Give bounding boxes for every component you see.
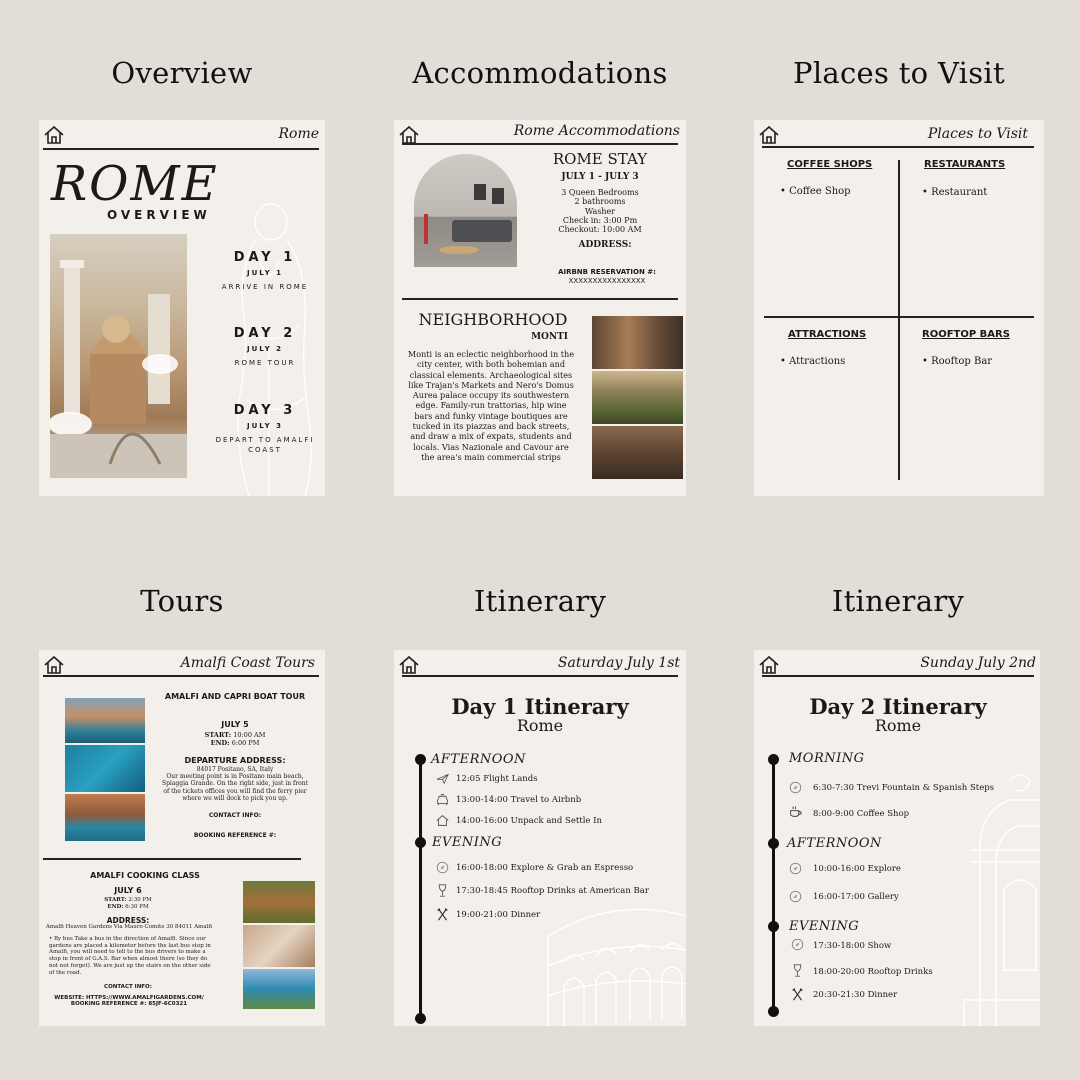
tour2-contact: CONTACT INFO: xyxy=(104,984,152,990)
timeline-line xyxy=(419,758,422,1022)
column-sketch-decoration xyxy=(960,770,1040,1026)
neighborhood-title: NEIGHBORHOOD xyxy=(418,310,568,329)
header-rule xyxy=(43,675,319,677)
itinerary-item[interactable] xyxy=(813,783,994,793)
section-rule xyxy=(43,858,301,860)
coffee-cup-icon xyxy=(789,805,802,818)
timeline-dot xyxy=(415,837,426,848)
item-text: Dinner xyxy=(867,990,898,1000)
detail-bedrooms: 3 Queen Bedrooms xyxy=(561,188,639,197)
item-time: 6:30-7:30 xyxy=(813,783,855,793)
tour1-end-label: END: xyxy=(210,739,230,747)
tour1-contact: CONTACT INFO: xyxy=(208,812,262,819)
day-3-desc: DEPART TO AMALFI xyxy=(215,436,315,444)
item-time: 14:00-16:00 xyxy=(456,816,508,826)
home-icon[interactable] xyxy=(758,655,780,675)
tour2-address-label: ADDRESS: xyxy=(106,916,150,925)
itinerary-item[interactable] xyxy=(813,967,933,977)
timeline-dot xyxy=(415,1013,426,1024)
neighborhood-text: Monti is an eclectic neighborhood in the city center, with both bohemian and classical elements. Archaeological sites like Trajan's Markets and Nero's Domus Aurea palace occupy its southwestern edge. Family-run trattorias, hip wine bars and funky vintage boutiques are tucked in its piazzas and back streets, and draw a mix of expats, students and locals. Vias Nazionale and Cavour are the area's main commercial strips xyxy=(407,349,575,462)
itinerary-city: Rome xyxy=(516,716,564,735)
address-label: ADDRESS: xyxy=(578,240,632,250)
tour1-departure-text: Our meeting point is in Positano main beach, Spiaggia Grande. On the right side, just in front of the tickets offices you will find the ferry pier where we will dock to pick you up. xyxy=(161,773,309,803)
section-evening: EVENING xyxy=(789,919,860,934)
header-rule xyxy=(402,675,678,677)
wine-glass-icon xyxy=(791,964,804,977)
section-rule xyxy=(402,298,678,300)
item-rooftop-bar[interactable]: • Rooftop Bar xyxy=(922,356,993,367)
detail-washer: Washer xyxy=(584,206,616,216)
overview-subtitle: OVERVIEW xyxy=(107,208,211,222)
day-3-date: JULY 3 xyxy=(246,422,284,430)
item-text: Show xyxy=(867,941,892,951)
item-time: 17:30-18:00 xyxy=(813,941,865,951)
section-afternoon: AFTERNOON xyxy=(787,836,882,851)
divider-vertical xyxy=(898,160,900,480)
tour2-start-value: 2:30 PM xyxy=(128,897,152,903)
itinerary-title: Day 2 Itinerary xyxy=(809,694,987,719)
boat-tour-image-1 xyxy=(65,698,145,743)
tour1-start xyxy=(149,731,321,739)
itinerary-item[interactable] xyxy=(456,816,602,826)
boat-tour-image-2 xyxy=(65,745,145,792)
header-rule xyxy=(402,143,678,145)
accommodations-page[interactable] xyxy=(394,120,686,496)
tour2-address: Amalfi Heaven Gardens Via Mauro Comite 30 84011 Amalfi xyxy=(45,924,213,930)
home-icon[interactable] xyxy=(398,125,420,145)
street-image-2 xyxy=(592,371,683,424)
item-rooftop-bar-label: Rooftop Bar xyxy=(931,356,993,367)
timeline-line xyxy=(772,758,775,1012)
itinerary-item[interactable] xyxy=(813,990,897,1000)
item-attractions-label: Attractions xyxy=(789,356,846,367)
item-time: 12:05 xyxy=(456,774,481,784)
tour1-start-label: START: xyxy=(204,731,232,739)
heading-itinerary-1: Itinerary xyxy=(473,584,607,618)
tour2-directions: • By bus Take a bus in the direction of Amalfi. Since our gardens are placed a kilometer before the last bus stop in Amalfi, you will need to tell to the bus drivers to make a stop in front of G.A.S. Bar when almost there (so they do not not forget). We are just up the stairs on the other side of the road. xyxy=(49,936,211,976)
tour2-directions-text: By bus Take a bus in the direction of Amalfi. Since our gardens are placed a kilometer before the last bus stop in Amalfi, you will need to tell to the bus drivers to make a stop in front of G.A.S. Bar when almost there (so they do not not forget). We are just up the stairs on the other side of the road. xyxy=(49,936,211,976)
overview-title: ROME xyxy=(51,156,219,212)
page-label: Rome xyxy=(278,126,319,142)
itinerary-item[interactable] xyxy=(456,795,581,805)
utensils-icon xyxy=(791,988,804,1001)
itinerary-day2-page[interactable] xyxy=(754,650,1040,1026)
item-text: Explore & Grab an Espresso xyxy=(510,863,634,873)
category-restaurants: RESTAURANTS xyxy=(924,159,1006,170)
item-time: 16:00-17:00 xyxy=(813,892,865,902)
itinerary-item[interactable] xyxy=(813,941,891,951)
page-label: Rome Accommodations xyxy=(513,123,680,139)
heading-tours: Tours xyxy=(140,584,224,618)
timeline-dot xyxy=(768,1006,779,1017)
item-text: Unpack and Settle In xyxy=(510,816,602,826)
section-afternoon: AFTERNOON xyxy=(431,752,526,767)
timeline-dot xyxy=(768,921,779,932)
itinerary-item[interactable] xyxy=(813,892,899,902)
item-text: Rooftop Drinks at American Bar xyxy=(510,886,649,896)
item-text: Flight Lands xyxy=(483,774,538,784)
street-image-3 xyxy=(592,426,683,479)
day-1-title: DAY 1 xyxy=(233,250,297,265)
rome-collage-image xyxy=(50,234,187,478)
overview-page[interactable] xyxy=(39,120,325,496)
itinerary-day1-page[interactable] xyxy=(394,650,686,1026)
heading-itinerary-2: Itinerary xyxy=(831,584,965,618)
stay-details xyxy=(534,188,666,234)
header-rule xyxy=(762,146,1034,148)
compass-icon xyxy=(789,890,802,903)
home-icon[interactable] xyxy=(43,655,65,675)
living-room-image xyxy=(414,154,517,267)
home-icon[interactable] xyxy=(43,125,65,145)
item-text: Gallery xyxy=(867,892,899,902)
itinerary-item[interactable] xyxy=(456,863,633,873)
tour1-date: JULY 5 xyxy=(221,720,249,729)
page-label: Amalfi Coast Tours xyxy=(180,655,315,671)
item-restaurant[interactable]: • Restaurant xyxy=(922,187,988,198)
tour2-end-value: 6:30 PM xyxy=(125,904,149,910)
item-time: 13:00-14:00 xyxy=(456,795,508,805)
section-morning: MORNING xyxy=(789,751,865,766)
tour2-website[interactable]: WEBSITE: HTTPS://WWW.AMALFIGARDENS.COM/ xyxy=(54,995,204,1001)
item-time: 19:00-21:00 xyxy=(456,910,508,920)
item-time: 18:00-20:00 xyxy=(813,967,865,977)
tour2-date: JULY 6 xyxy=(114,886,142,895)
tour1-end-value: 6:00 PM xyxy=(231,739,260,747)
cooking-image-2 xyxy=(243,925,315,967)
day-1-date: JULY 1 xyxy=(246,269,284,277)
header-rule xyxy=(43,148,319,150)
tour1-departure-label: DEPARTURE ADDRESS: xyxy=(184,756,286,765)
item-coffee-shop[interactable]: • Coffee Shop xyxy=(780,186,851,197)
tour1-booking: BOOKING REFERENCE #: xyxy=(193,832,277,839)
item-time: 17:30-18:45 xyxy=(456,886,508,896)
home-icon[interactable] xyxy=(758,125,780,145)
boat-tour-image-3 xyxy=(65,794,145,841)
cooking-image-3 xyxy=(243,969,315,1009)
home-icon[interactable] xyxy=(398,655,420,675)
tour2-start xyxy=(45,897,211,903)
itinerary-item[interactable] xyxy=(813,864,901,874)
category-coffee-shops: COFFEE SHOPS xyxy=(787,159,873,170)
detail-checkin: Check in: 3:00 Pm xyxy=(562,215,638,225)
header-rule xyxy=(762,675,1034,677)
divider-horizontal xyxy=(764,316,1034,318)
item-text: Dinner xyxy=(510,910,541,920)
item-restaurant-label: Restaurant xyxy=(931,187,988,198)
detail-bathrooms: 2 bathrooms xyxy=(574,197,626,207)
item-text: Travel to Airbnb xyxy=(510,795,582,805)
places-page[interactable] xyxy=(754,120,1044,496)
item-text: Trevi Fountain & Spanish Steps xyxy=(856,783,995,793)
item-time: 20:30-21:30 xyxy=(813,990,865,1000)
taxi-icon xyxy=(436,793,449,806)
day-3-title: DAY 3 xyxy=(233,403,297,418)
timeline-dot xyxy=(415,754,426,765)
day-2-date: JULY 2 xyxy=(246,345,284,353)
tour2-end-label: END: xyxy=(107,904,124,910)
itinerary-item[interactable] xyxy=(456,910,540,920)
tour2-end xyxy=(45,904,211,910)
item-time: 16:00-18:00 xyxy=(456,863,508,873)
item-text: Explore xyxy=(867,864,901,874)
itinerary-title: Day 1 Itinerary xyxy=(451,694,629,719)
item-coffee-shop-label: Coffee Shop xyxy=(789,186,851,197)
itinerary-item[interactable] xyxy=(813,809,909,819)
item-attractions[interactable]: • Attractions xyxy=(780,356,846,367)
neighborhood-name: MONTI xyxy=(531,332,568,342)
tour1-start-value: 10:00 AM xyxy=(233,731,266,739)
item-time: 10:00-16:00 xyxy=(813,864,865,874)
section-evening: EVENING xyxy=(432,835,503,850)
day-2-title: DAY 2 xyxy=(233,326,297,341)
reservation-value: XXXXXXXXXXXXXXXX xyxy=(568,277,646,285)
tour1-departure-address: 84017 Positano, SA, Italy xyxy=(196,766,274,773)
detail-checkout: Checkout: 10:00 AM xyxy=(558,225,642,235)
item-text: Coffee Shop xyxy=(856,809,910,819)
itinerary-item[interactable] xyxy=(456,886,649,896)
tour1-title: AMALFI AND CAPRI BOAT TOUR xyxy=(164,692,306,701)
item-text: Rooftop Drinks xyxy=(867,967,933,977)
stay-dates: JULY 1 - JULY 3 xyxy=(561,172,639,182)
tours-page[interactable] xyxy=(39,650,325,1026)
street-image-1 xyxy=(592,316,683,369)
compass-icon xyxy=(436,861,449,874)
category-attractions: ATTRACTIONS xyxy=(788,329,867,340)
plane-icon xyxy=(436,772,449,785)
stay-title: ROME STAY xyxy=(552,150,648,168)
day-2-desc: ROME TOUR xyxy=(234,359,296,367)
timeline-dot xyxy=(768,754,779,765)
timeline-dot xyxy=(768,838,779,849)
category-rooftop-bars: ROOFTOP BARS xyxy=(922,329,1010,340)
house-icon xyxy=(436,814,449,827)
heading-overview: Overview xyxy=(111,56,253,90)
itinerary-item[interactable] xyxy=(456,774,538,784)
heading-accommodations: Accommodations xyxy=(412,56,668,90)
item-time: 8:00-9:00 xyxy=(813,809,855,819)
tour2-title: AMALFI COOKING CLASS xyxy=(90,871,200,880)
day-3-desc-2: COAST xyxy=(248,446,282,454)
page-label: Sunday July 2nd xyxy=(920,655,1036,671)
reservation-label: AIRBNB RESERVATION #: xyxy=(558,268,656,276)
heading-places-to-visit: Places to Visit xyxy=(793,56,1005,90)
tour2-booking: BOOKING REFERENCE #: 85JF-6C0321 xyxy=(70,1001,188,1007)
page-label: Places to Visit xyxy=(927,126,1028,142)
compass-icon xyxy=(789,862,802,875)
utensils-icon xyxy=(436,908,449,921)
cooking-image-1 xyxy=(243,881,315,923)
wine-glass-icon xyxy=(436,884,449,897)
page-label: Saturday July 1st xyxy=(557,655,680,671)
compass-icon xyxy=(791,938,804,951)
tour2-start-label: START: xyxy=(104,897,127,903)
compass-icon xyxy=(789,781,802,794)
tour1-end xyxy=(149,739,321,747)
day-1-desc: ARRIVE IN ROME xyxy=(221,283,309,291)
itinerary-city: Rome xyxy=(874,716,922,735)
